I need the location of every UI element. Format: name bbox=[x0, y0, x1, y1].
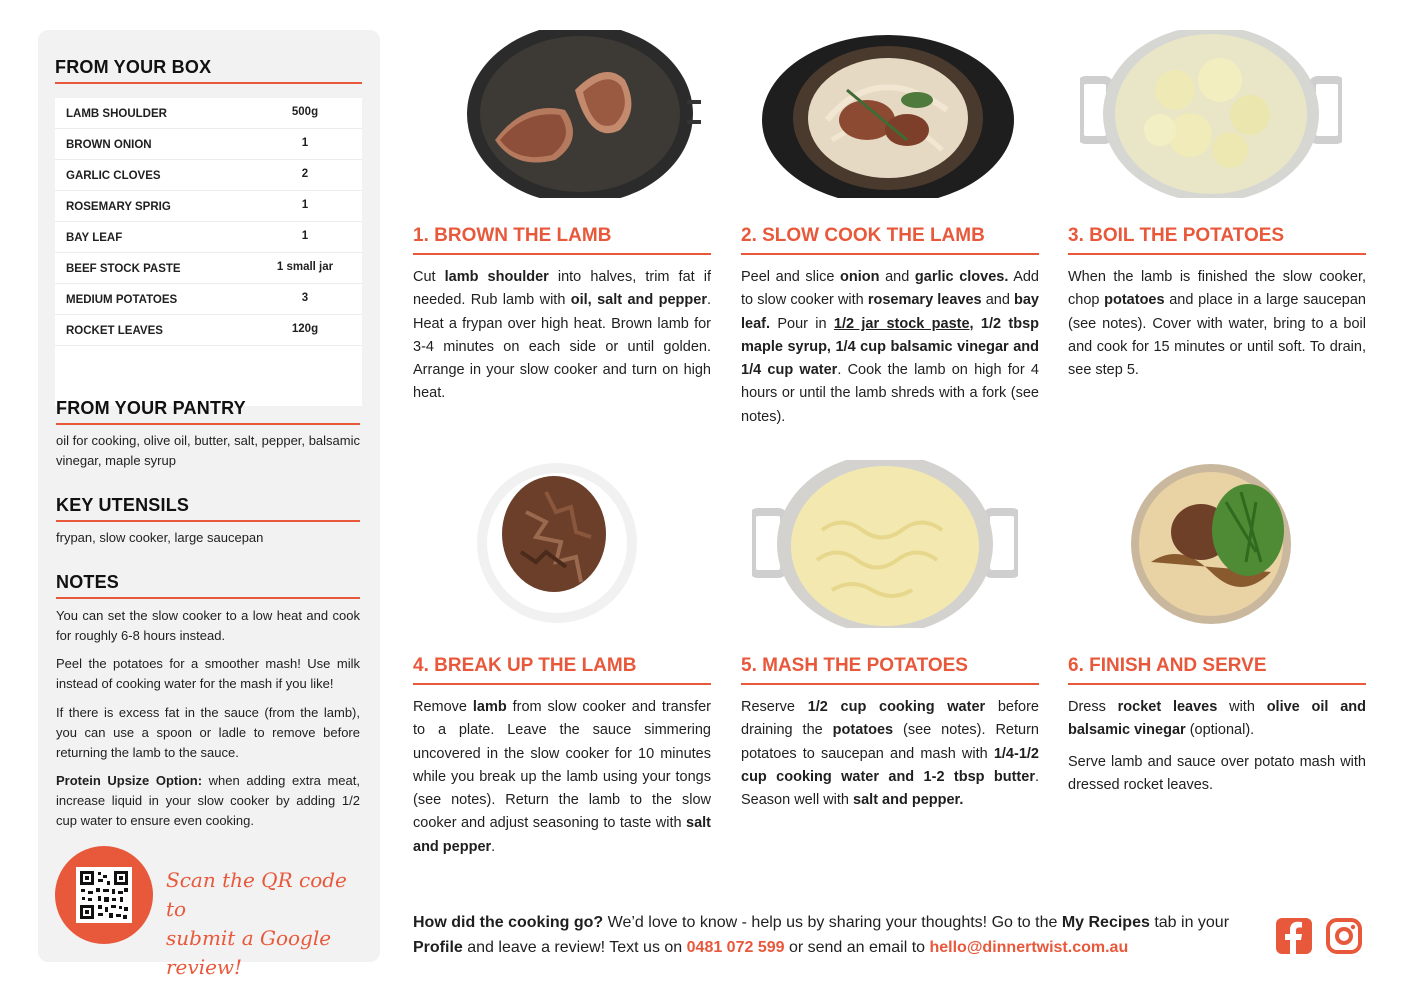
qr-badge bbox=[55, 846, 153, 944]
qr-caption-line2: submit a Google review! bbox=[166, 926, 332, 979]
note-1: You can set the slow cooker to a low heat and cook for roughly 6-8 hours instead. bbox=[56, 608, 360, 643]
ingredient-name: MEDIUM POTATOES bbox=[66, 294, 178, 306]
step-2-image bbox=[757, 30, 1019, 198]
table-row bbox=[55, 98, 362, 129]
step-4-text: Remove lamb from slow cooker and transfer to a plate. Leave the sauce simmering uncovered in the slow cooker for 10 minutes while you break up the lamb using your tongs (see notes). Return the lamb to the slow cooker and adjust seasoning to taste with salt and pepper. bbox=[413, 699, 711, 855]
step-3-image bbox=[1080, 30, 1342, 198]
ingredient-qty: 1 bbox=[301, 230, 309, 242]
ingredient-name: GARLIC CLOVES bbox=[66, 170, 161, 182]
qr-caption-line1: Scan the QR code to bbox=[166, 868, 347, 921]
ingredient-qty: 1 bbox=[301, 199, 309, 211]
ingredient-name: BROWN ONION bbox=[66, 139, 152, 151]
step-1-text: Cut lamb shoulder into halves, trim fat if needed. Rub lamb with oil, salt and pepper. Heat a frypan over high heat. Brown lamb for 3-4 minutes on each side or until golden. Arrange in your slow cooker and turn on high heat. bbox=[413, 269, 712, 402]
step-5-title: 5. MASH THE POTATOES bbox=[741, 655, 968, 676]
step-3-title: 3. BOIL THE POTATOES bbox=[1068, 225, 1285, 246]
ingredient-qty: 500g bbox=[291, 106, 319, 118]
ingredient-qty: 1 small jar bbox=[276, 261, 334, 273]
divider bbox=[741, 253, 1039, 255]
divider bbox=[413, 683, 711, 685]
ingredient-name: ROSEMARY SPRIG bbox=[66, 201, 171, 213]
step-5-image bbox=[752, 460, 1018, 628]
from-your-box-title: FROM YOUR BOX bbox=[55, 57, 212, 77]
step-1-title: 1. BROWN THE LAMB bbox=[413, 225, 612, 246]
ingredient-name: BEEF STOCK PASTE bbox=[66, 263, 181, 275]
note-4 bbox=[56, 771, 360, 831]
divider bbox=[413, 253, 711, 255]
table-row-empty bbox=[55, 346, 362, 377]
qr-code-icon[interactable] bbox=[76, 867, 132, 923]
ingredient-name: LAMB SHOULDER bbox=[66, 108, 167, 120]
key-utensils-title: KEY UTENSILS bbox=[56, 495, 190, 515]
step-1-image bbox=[455, 30, 705, 198]
ingredient-qty: 2 bbox=[301, 168, 309, 180]
step-3-text: When the lamb is finished the slow cooker, chop potatoes and place in a large saucepan (see notes). Cover with water, bring to a boil and cook for 15 minutes or until soft. To drain, see step 5. bbox=[1068, 269, 1366, 379]
step-6-text: Dress rocket leaves with olive oil and balsamic vinegar (optional). Serve lamb and sauce over potato mash with dressed rocket leaves. bbox=[1068, 699, 1366, 793]
table-row bbox=[55, 160, 362, 191]
divider bbox=[741, 683, 1039, 685]
step-6-image bbox=[1126, 462, 1296, 626]
step-4-title: 4. BREAK UP THE LAMB bbox=[413, 655, 637, 676]
ingredient-name: BAY LEAF bbox=[66, 232, 123, 244]
note-2: Peel the potatoes for a smoother mash! Use milk instead of cooking water for the mash if you like! bbox=[56, 656, 360, 691]
note-3: If there is excess fat in the sauce (from the lamb), you can use a spoon or ladle to remove before returning the lamb to the sauce. bbox=[56, 705, 360, 760]
note-4-label: Protein Upsize Option: bbox=[56, 773, 203, 788]
utensils-text: frypan, slow cooker, large saucepan bbox=[56, 530, 264, 545]
table-row bbox=[55, 284, 362, 315]
ingredients-table bbox=[55, 98, 362, 406]
divider bbox=[1068, 253, 1366, 255]
table-row bbox=[55, 222, 362, 253]
ingredient-qty: 3 bbox=[301, 292, 309, 304]
table-row bbox=[55, 253, 362, 284]
table-row bbox=[55, 191, 362, 222]
step-5-text: Reserve 1/2 cup cooking water before draining the potatoes (see notes). Return potatoes to saucepan and mash with 1/4-1/2 cup cooking water and 1-2 tbsp butter. Season well with salt and pepper. bbox=[741, 699, 1039, 809]
divider bbox=[55, 82, 362, 84]
phone-link[interactable]: 0481 072 599 bbox=[686, 939, 785, 956]
qr-caption bbox=[166, 866, 366, 982]
step-4-image bbox=[476, 462, 638, 624]
ingredient-qty: 1 bbox=[301, 137, 309, 149]
divider bbox=[56, 520, 360, 522]
facebook-icon[interactable] bbox=[1276, 918, 1312, 954]
ingredient-qty: 120g bbox=[291, 323, 319, 335]
notes-title: NOTES bbox=[56, 572, 120, 592]
email-link[interactable]: hello@dinnertwist.com.au bbox=[929, 939, 1129, 956]
ingredient-name: ROCKET LEAVES bbox=[66, 325, 163, 337]
table-row bbox=[55, 129, 362, 160]
pantry-text: oil for cooking, olive oil, butter, salt, pepper, balsamic vinegar, maple syrup bbox=[56, 433, 360, 468]
divider bbox=[56, 423, 360, 425]
feedback-footer: How did the cooking go? We’d love to know - help us by sharing your thoughts! Go to the My Recipes tab in your Profile and leave a review! Text us on 0481 072 599 or send an email to hello@dinnertwist.com.au bbox=[413, 914, 1230, 956]
table-row bbox=[55, 315, 362, 346]
ingredients-panel bbox=[38, 30, 380, 979]
step-2-title: 2. SLOW COOK THE LAMB bbox=[741, 225, 985, 246]
instagram-icon[interactable] bbox=[1326, 918, 1362, 954]
divider bbox=[1068, 683, 1366, 685]
divider bbox=[56, 597, 360, 599]
step-2-text: Peel and slice onion and garlic cloves. Add to slow cooker with rosemary leaves and bay leaf. Pour in 1/2 jar stock paste, 1/2 tbsp maple syrup, 1/4 cup balsamic vinegar and 1/4 cup water. Cook the lamb on high for 4 hours or until the lamb shreds with a fork (see notes). bbox=[741, 269, 1039, 425]
step-6-title: 6. FINISH AND SERVE bbox=[1068, 655, 1267, 676]
from-your-pantry-title: FROM YOUR PANTRY bbox=[56, 398, 246, 418]
note-4-text: when adding extra meat, increase liquid in your slow cooker by adding 1/2 cup water to ensure even cooking. bbox=[56, 773, 360, 828]
